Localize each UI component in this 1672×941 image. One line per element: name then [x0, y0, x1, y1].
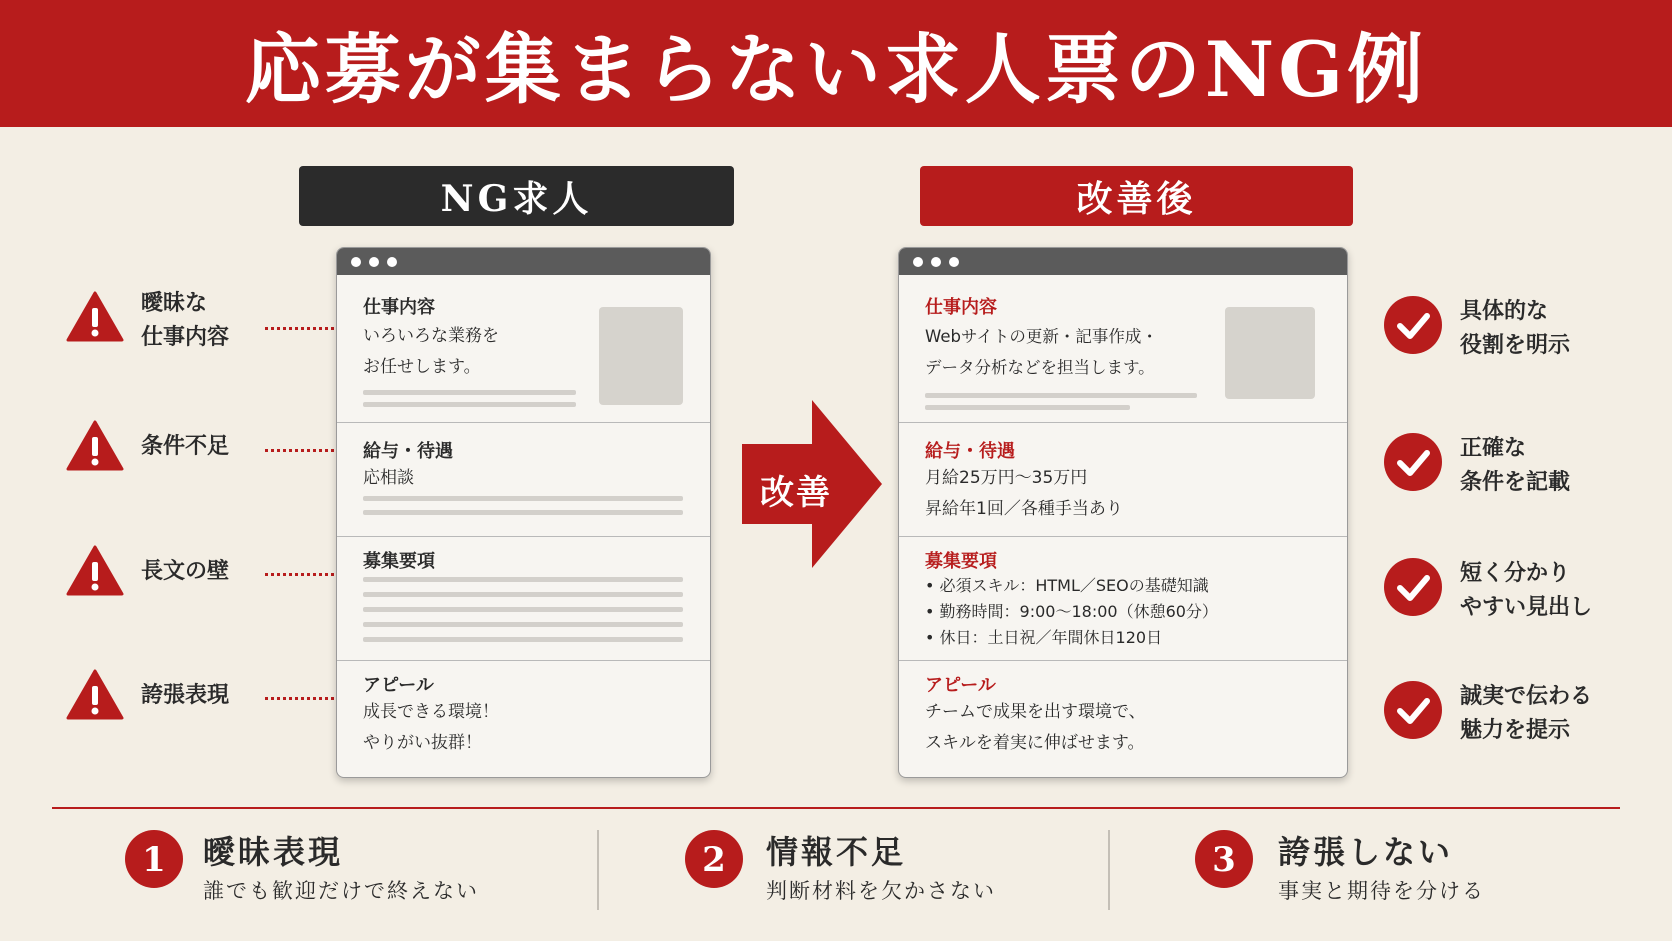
filler-line — [363, 607, 683, 612]
filler-line — [363, 637, 683, 642]
connector-line — [265, 573, 340, 576]
filler-line — [363, 622, 683, 627]
check-icon — [1383, 680, 1443, 740]
tip-title: 情報不足 — [766, 833, 907, 871]
section-line: • 必須スキル：HTML／SEOの基礎知識 — [925, 576, 1209, 595]
filler-line — [363, 577, 683, 582]
section-line: Webサイトの更新・記事作成・ — [925, 327, 1158, 346]
warning-label-line: 長文の壁 — [141, 559, 230, 584]
check-label-line: 魅力を提示 — [1460, 718, 1571, 743]
warning-icon — [66, 669, 124, 721]
window-titlebar — [899, 248, 1347, 275]
warning-icon — [66, 420, 124, 472]
warning-label-line: 条件不足 — [141, 434, 230, 459]
filler-line — [363, 592, 683, 597]
check-icon — [1383, 557, 1443, 617]
section-line: 成長できる環境！ — [363, 702, 499, 722]
tip-separator — [1108, 830, 1110, 910]
filler-line — [925, 405, 1130, 410]
warning-icon — [66, 291, 124, 343]
section-body — [925, 463, 1123, 525]
check-label-line: 誠実で伝わる — [1460, 684, 1593, 709]
section-body — [925, 697, 1146, 759]
section-title: 募集要項 — [363, 551, 435, 572]
tip-subtitle: 事実と期待を分ける — [1278, 879, 1485, 903]
section-title: 募集要項 — [925, 551, 997, 572]
warning-label-exaggeration — [141, 679, 229, 713]
ng-section-job-description — [337, 275, 710, 422]
check-label-line: 短く分かり — [1460, 561, 1571, 586]
section-title: 仕事内容 — [925, 297, 997, 318]
section-body — [363, 463, 414, 494]
tip-number: 1 — [142, 840, 166, 880]
filler-line — [363, 510, 683, 515]
number-2-icon — [684, 829, 744, 889]
tip-number: 3 — [1212, 840, 1236, 880]
ok-section-appeal — [899, 660, 1347, 778]
check-icon — [1383, 295, 1443, 355]
image-placeholder — [1225, 307, 1315, 399]
ng-section-salary — [337, 422, 710, 536]
section-title: アピール — [925, 675, 996, 696]
image-placeholder — [599, 307, 683, 405]
section-line: チームで成果を出す環境で、 — [925, 702, 1146, 722]
tip-title: 曖昧表現 — [203, 833, 344, 871]
check-label-specific-role — [1460, 295, 1570, 363]
filler-line — [363, 390, 576, 395]
section-line: 月給25万円〜35万円 — [925, 468, 1088, 488]
section-line: 昇給年1回／各種手当あり — [925, 499, 1123, 519]
check-label-line: やすい見出し — [1460, 595, 1593, 620]
bottom-divider — [52, 807, 1620, 809]
ok-section-job-description — [899, 275, 1347, 422]
check-icon — [1383, 432, 1443, 492]
ng-job-posting-window — [336, 247, 711, 778]
window-titlebar — [337, 248, 710, 275]
section-body — [925, 573, 1218, 651]
section-line: スキルを着実に伸ばせます。 — [925, 733, 1145, 753]
window-dot-icon — [931, 257, 941, 267]
title-banner — [0, 0, 1672, 127]
check-label-line: 具体的な — [1460, 299, 1549, 324]
check-label-honest-appeal — [1460, 680, 1592, 748]
warning-label-line: 誇張表現 — [141, 683, 230, 708]
section-title: 給与・待遇 — [925, 441, 1015, 462]
improved-column-header: 改善後 — [920, 166, 1353, 226]
section-body — [363, 697, 499, 759]
ng-section-requirements — [337, 536, 710, 660]
improved-job-posting-window — [898, 247, 1348, 778]
check-label-clear-headings — [1460, 557, 1592, 625]
check-label-line: 正確な — [1460, 436, 1527, 461]
section-body — [363, 321, 499, 383]
ng-column-header: NG求人 — [299, 166, 734, 226]
warning-label-long-text — [141, 555, 229, 589]
section-line: お任せします。 — [363, 357, 481, 377]
warning-label-insufficient — [141, 430, 229, 464]
number-3-icon — [1194, 829, 1254, 889]
section-line: データ分析などを担当します。 — [925, 358, 1155, 377]
window-dot-icon — [949, 257, 959, 267]
warning-icon — [66, 545, 124, 597]
page-title: 応募が集まらない求人票のNG例 — [244, 25, 1428, 114]
window-dot-icon — [369, 257, 379, 267]
window-dot-icon — [351, 257, 361, 267]
check-label-line: 役割を明示 — [1460, 333, 1571, 358]
ok-section-requirements — [899, 536, 1347, 660]
tip-number: 2 — [702, 840, 726, 880]
ok-section-salary — [899, 422, 1347, 536]
section-title: アピール — [363, 675, 434, 696]
filler-line — [363, 496, 683, 501]
section-body — [925, 321, 1158, 383]
section-line: • 勤務時間：9:00〜18:00（休憩60分） — [925, 602, 1218, 621]
tip-separator — [597, 830, 599, 910]
filler-line — [363, 402, 576, 407]
tip-title: 誇張しない — [1278, 833, 1454, 871]
connector-line — [265, 327, 340, 330]
section-title: 仕事内容 — [363, 297, 435, 318]
window-dot-icon — [387, 257, 397, 267]
ng-section-appeal — [337, 660, 710, 778]
section-line: • 休日：土日祝／年間休日120日 — [925, 628, 1163, 647]
section-line: いろいろな業務を — [363, 326, 499, 346]
tip-subtitle: 判断材料を欠かさない — [766, 879, 996, 903]
section-line: やりがい抜群！ — [363, 733, 482, 753]
check-label-accurate-conditions — [1460, 432, 1570, 500]
connector-line — [265, 449, 340, 452]
arrow-label: 改善 — [760, 473, 832, 513]
connector-line — [265, 697, 340, 700]
warning-label-line: 仕事内容 — [141, 325, 230, 350]
number-1-icon — [124, 829, 184, 889]
warning-label-line: 曖昧な — [141, 291, 208, 316]
section-line: 応相談 — [363, 468, 414, 488]
warning-label-vague — [141, 287, 229, 355]
window-dot-icon — [913, 257, 923, 267]
tip-subtitle: 誰でも歓迎だけで終えない — [203, 879, 479, 903]
check-label-line: 条件を記載 — [1460, 470, 1571, 495]
filler-line — [925, 393, 1197, 398]
section-title: 給与・待遇 — [363, 441, 453, 462]
